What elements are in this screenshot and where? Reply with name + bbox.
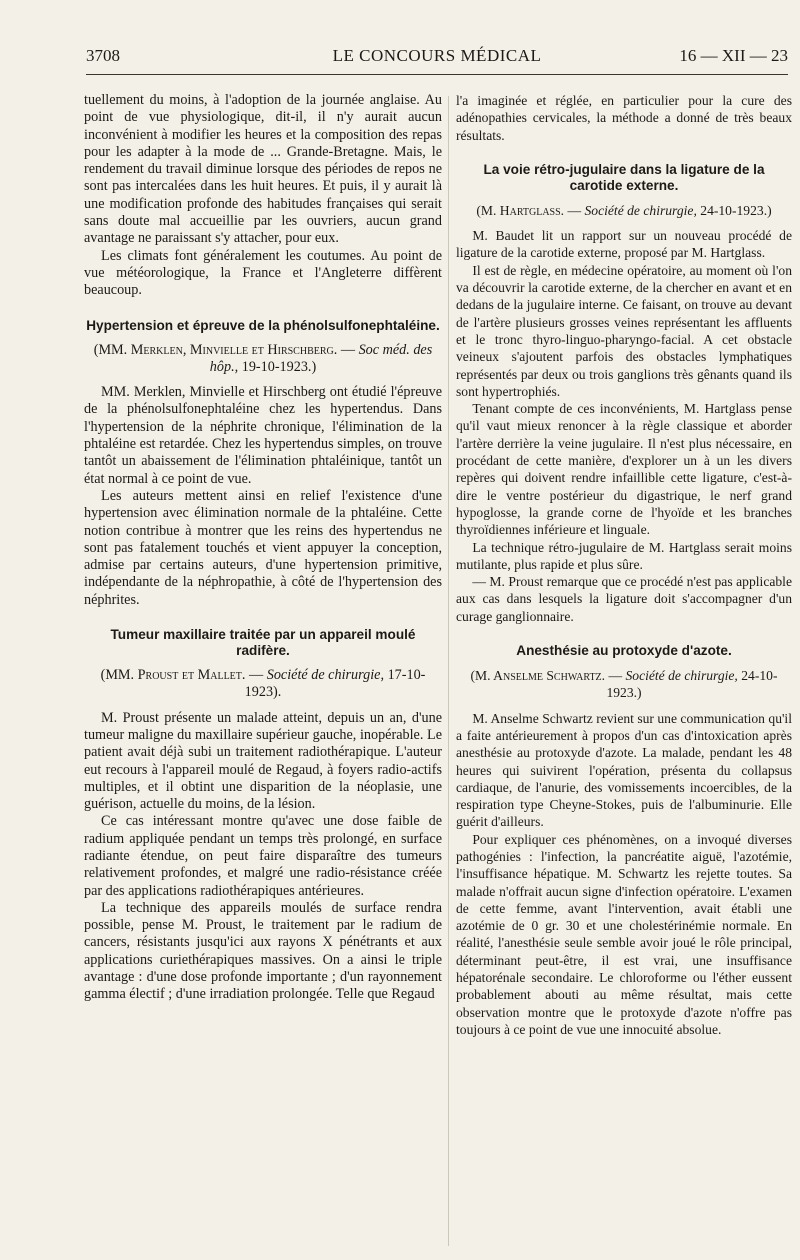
citation-authors: (M. Hartglass. — bbox=[476, 202, 582, 218]
paragraph: tuellement du moins, à l'adoption de la journée anglaise. Au point de vue physiologique, dit-il, il n'y aurait aucun inconvénient à modifier les heures et la composition des repas pour les adapter à la mode de ... Grande-Bretagne. Mais, le rendement du travail diminue lorsque des périodes de repos ne sont pas intercalées dans les huit heures. Et puis, il y aurait là une modification profonde des habitudes françaises qui serait sans doute mal accueillie par les ouvriers, aucun grand avantage ne paraissant s'y attacher, pour eux. bbox=[84, 92, 442, 247]
citation-date: 24-10-1923.) bbox=[606, 668, 778, 701]
paragraph: Les climats font généralement les coutumes. Au point de vue météorologique, la France et l'Angleterre diffèrent beaucoup. bbox=[84, 247, 442, 299]
column-divider bbox=[448, 96, 449, 1246]
paragraph: Ce cas intéressant montre qu'avec une dose faible de radium appliquée pendant un temps très prolongé, en surface radiante étendue, on peut faire disparaître des tumeurs relativement profondes, et malgré une radio-résistance créée par des applications radiothérapiques antérieures. bbox=[84, 813, 442, 899]
paragraph: Tenant compte de ces inconvénients, M. Hartglass pense qu'il vaut mieux renoncer à la règle classique et aborder l'artère derrière la veine jugulaire. Il n'est plus nécessaire, en procédant de cette manière, d'explorer un à un les divers repères qui doivent rendre infaillible cette ligature, c'est-à-dire le ventre postérieur du digastrique, le nerf grand hypoglosse, la grande corne de l'hyoïde et les branches thyroïdiennes inférieure et linguale. bbox=[456, 401, 792, 538]
citation bbox=[456, 667, 792, 702]
issue-date: 16 — XII — 23 bbox=[679, 46, 788, 65]
paragraph: Pour expliquer ces phénomènes, on a invoqué diverses pathogénies : l'infection, la pancréatite aiguë, l'azotémie, l'insuffisance hépatique. M. Schwartz les rejette toutes. Sa malade n'offrait aucun signe d'infection opératoire. L'examen de cette femme, avant l'intervention, avait établi une azotémie de 0 gr. 30 et une cholestérinémie normale. En réalité, l'anesthésie seule semble avoir joué le rôle principal, déterminant peut-être, il est vrai, une insuffisance hépatorénale secondaire. Le chloroforme ou l'éther eussent probablement abouti au même résultat, mais cette observation montre que le protoxyde d'azote n'offre pas toujours à ce point de vue une innocuité absolue. bbox=[456, 831, 792, 1037]
citation bbox=[456, 202, 792, 219]
citation-authors: (MM. Merklen, Minvielle et Hirschberg. — bbox=[93, 341, 356, 358]
section-title: La voie rétro-jugulaire dans la ligature de la carotide externe. bbox=[483, 161, 765, 193]
paragraph: l'a imaginée et réglée, en particulier pour la cure des adénopathies cervicales, la méthode a donné de très beaux résultats. bbox=[456, 93, 792, 143]
right-column bbox=[456, 92, 792, 1038]
paragraph: M. Baudet lit un rapport sur un nouveau procédé de ligature de la carotide externe, proposé par M. Hartglass. bbox=[456, 228, 792, 261]
paragraph: M. Proust présente un malade atteint, depuis un an, d'une tumeur maligne du maxillaire supérieur gauche, inopérable. Le patient avait déjà subi un traitement radiothérapique. L'auteur eut recours à l'appareil moulé de Regaud, à foyers radio-actifs multiples, et il obtint une disparition de la néoplasie, une guérison, actuelle du moins, de la lésion. bbox=[84, 709, 442, 813]
citation-source: Société de chirurgie, bbox=[625, 668, 738, 684]
citation-authors: (M. Anselme Schwartz. — bbox=[470, 668, 623, 684]
section-title: Tumeur maxillaire traitée par un appareil moulé radifère. bbox=[110, 627, 416, 659]
citation bbox=[84, 342, 442, 377]
citation-source: Société de chirurgie, bbox=[584, 202, 697, 218]
paragraph: Les auteurs mettent ainsi en relief l'existence d'une hypertension avec élimination normale de la phtaléine. Cette notion contribue à montrer que les reins des hypertendus ne sont pas fatalement touchés et vient appuyer la conception, admise par certains auteurs, d'une hypertension primitive, indépendante de la néphropathie, à côté de l'hypertension des néphrites. bbox=[84, 487, 442, 608]
citation-source: Soc méd. des hôp., bbox=[209, 341, 433, 375]
page-number: 3708 bbox=[86, 46, 120, 65]
paragraph: — M. Proust remarque que ce procédé n'est pas applicable aux cas dans lesquels la ligature doit s'accompagner d'un curage ganglionnaire. bbox=[456, 574, 792, 624]
paragraph: La technique rétro-jugulaire de M. Hartglass serait moins mutilante, plus rapide et plus sûre. bbox=[456, 539, 792, 572]
section-title: Anesthésie au protoxyde d'azote. bbox=[516, 643, 732, 659]
citation-date: 17-10-1923). bbox=[244, 667, 426, 701]
citation-authors: (MM. Proust et Mallet. — bbox=[100, 667, 264, 684]
paragraph: La technique des appareils moulés de surface rendra possible, pense M. Proust, le traitement par le radium de cancers, résistants jusqu'ici aux rayons X pénétrants et aux applications curiethérapiques massives. On a ainsi le triple avantage : d'une dose profonde importante ; d'un rayonnement gamma électif ; d'une irradiation prolongée. Telle que Regaud bbox=[84, 899, 442, 1003]
left-column bbox=[84, 92, 442, 1004]
citation-date: 19-10-1923.) bbox=[241, 358, 317, 375]
journal-title: LE CONCOURS MÉDICAL bbox=[332, 46, 542, 65]
paragraph: M. Anselme Schwartz revient sur une communication qu'il a faite antérieurement à propos d'un cas d'intoxication après anesthésie au protoxyde d'azote. La malade, pendant les 48 heures qui suivirent l'opération, présenta du collapsus cardiaque, de l'anurie, des vomissements incoercibles, de la respiration type Cheyne-Stokes, puis de l'albuminurie. Elle guérit d'ailleurs. bbox=[456, 710, 792, 830]
paragraph: MM. Merklen, Minvielle et Hirschberg ont étudié l'épreuve de la phénolsulfonephtaléine chez les hypertendus. Dans l'hypertension de la néphrite chronique, l'élimination de la phtaléine est retardée. Chez les hypertendus simples, on trouve tantôt un abaissement de l'élimination phtaléinique, tantôt un état normal à ce point de vue. bbox=[84, 384, 442, 487]
section-title: Hypertension et épreuve de la phénolsulfonephtaléine. bbox=[86, 317, 440, 333]
header-rule bbox=[86, 74, 788, 75]
citation-source: Société de chirurgie, bbox=[266, 667, 385, 684]
citation bbox=[84, 667, 442, 702]
citation-date: 24-10-1923.) bbox=[700, 202, 772, 218]
paragraph: Il est de règle, en médecine opératoire, au moment où l'on va découvrir la carotide externe, de la chercher en avant et en dedans de la jugulaire interne. Ce faisant, on trouve au devant de l'artère plusieurs grosses veines représentant les affluents et le tronc thyro-linguo-pharyngo-facial. A cet obstacle veineux s'ajoutent parfois des obstacles lymphatiques représentés par deux ou trois ganglions très gênants quand ils sont hypertrophiés. bbox=[456, 262, 792, 399]
running-header bbox=[86, 46, 788, 74]
